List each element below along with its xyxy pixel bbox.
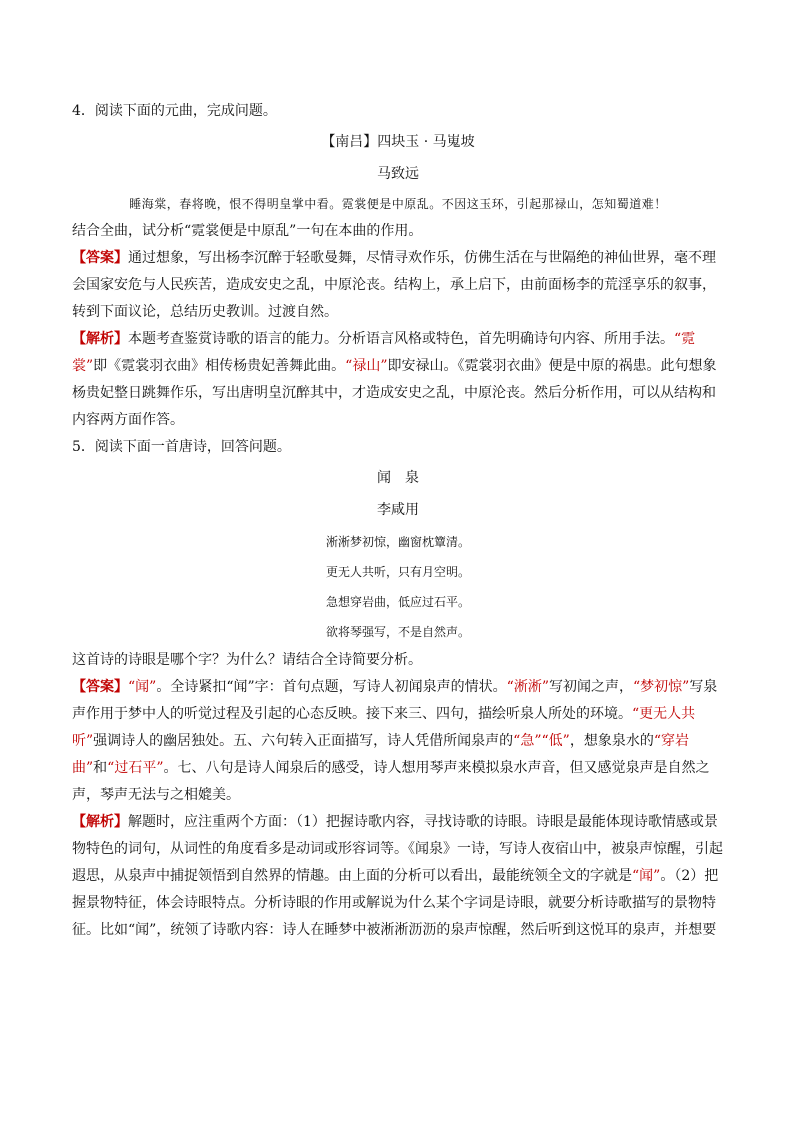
q5-stem: 5．阅读下面一首唐诗，回答问题。 — [72, 439, 291, 455]
q5-poem-line: 急想穿岩曲，低应过石平。 — [325, 595, 470, 609]
answer-tag: 【答案】 — [72, 250, 128, 266]
q5-question: 这首诗的诗眼是哪个字？为什么？请结合全诗简要分析。 — [72, 652, 422, 668]
q4-question: 结合全曲，试分析“霓裳便是中原乱”一句在本曲的作用。 — [72, 223, 423, 239]
q5-answer: 【答案】“闻”。全诗紧扣“闻”字：首句点题，写诗人初闻泉声的情状。“淅淅”写初闻之声，“梦初惊”写泉声作用于梦中人的听觉过程及引起的心态反映。接下来三、四句，描绘听泉人所处的环境。“更无人共听”强调诗人的幽居独处。五、六句转入正面描写，诗人凭借所闻泉声的“急”“低”，想象泉水的“穿岩曲”和“过石平”。七、八句是诗人闻泉后的感受，诗人想用琴声来模拟泉水声音，但又感觉泉声是自然之声，琴声无法与之相媲美。 — [72, 679, 718, 803]
document-content — [72, 98, 724, 944]
q4-author: 马致远 — [377, 166, 419, 182]
q5-analysis: 【解析】解题时，应注重两个方面：（1）把握诗歌内容，寻找诗歌的诗眼。诗眼是最能体现诗歌情感或景物特色的词句，从词性的角度看多是动词或形容词等。《闻泉》一诗，写诗人夜宿山中，被泉声惊醒，引起遐思，从泉声中捕捉领悟到自然界的情趣。由上面的分析可以看出，最能统领全文的字就是“闻”。（2）把握景物特征，体会诗眼特点。分析诗眼的作用或解说为什么某个字词是诗眼，就要分析诗歌描写的景物特征。比如“闻”，统领了诗歌内容：诗人在睡梦中被淅淅沥沥的泉声惊醒，然后听到这悦耳的泉声，并想要 — [72, 814, 723, 938]
q5-poem-line: 更无人共听，只有月空明。 — [325, 565, 470, 579]
q4-answer — [72, 245, 724, 326]
q5-title: 闻 泉 — [377, 470, 419, 486]
q5-poem-line: 淅淅梦初惊，幽窗枕簟清。 — [325, 535, 470, 549]
highlight-lushan: “禄山” — [345, 358, 388, 374]
highlight-nichang: “霓裳” — [72, 331, 696, 374]
q5-poem-line: 欲将琴强写，不是自然声。 — [325, 625, 470, 639]
analysis-tag: 【解析】 — [72, 331, 128, 347]
q5-author: 李咸用 — [377, 502, 419, 518]
q4-analysis: 【解析】本题考查鉴赏诗歌的语言的能力。分析语言风格或特色，首先明确诗句内容、所用手法。“霓裳”即《霓裳羽衣曲》相传杨贵妃善舞此曲。“禄山”即安禄山。《霓裳羽衣曲》便是中原的祸患。此句想象杨贵妃整日跳舞作乐，写出唐明皇沉醉其中，才造成安史之乱，中原沦丧。然后分析作用，可以从结构和内容两方面作答。 — [72, 331, 717, 428]
q4-poem-text: 睡海棠，春将晚，恨不得明皇掌中看。霓裳便是中原乱。不因这玉环，引起那禄山，怎知蜀道难！ — [129, 197, 667, 211]
q4-answer-text: 通过想象，写出杨李沉醉于轻歌曼舞，尽情寻欢作乐，仿佛生活在与世隔绝的神仙世界，毫不理会国家安危与人民疾苦，造成安史之乱，中原沦丧。结构上，承上启下，由前面杨李的荒淫享乐的叙事，转到下面议论，总结历史教训。过渡自然。 — [72, 250, 716, 320]
analysis-tag: 【解析】 — [72, 814, 128, 830]
answer-tag: 【答案】 — [72, 679, 128, 695]
q4-title: 【南吕】四块玉 · 马嵬坡 — [321, 134, 475, 150]
q4-stem: 4．阅读下面的元曲，完成问题。 — [72, 103, 277, 119]
